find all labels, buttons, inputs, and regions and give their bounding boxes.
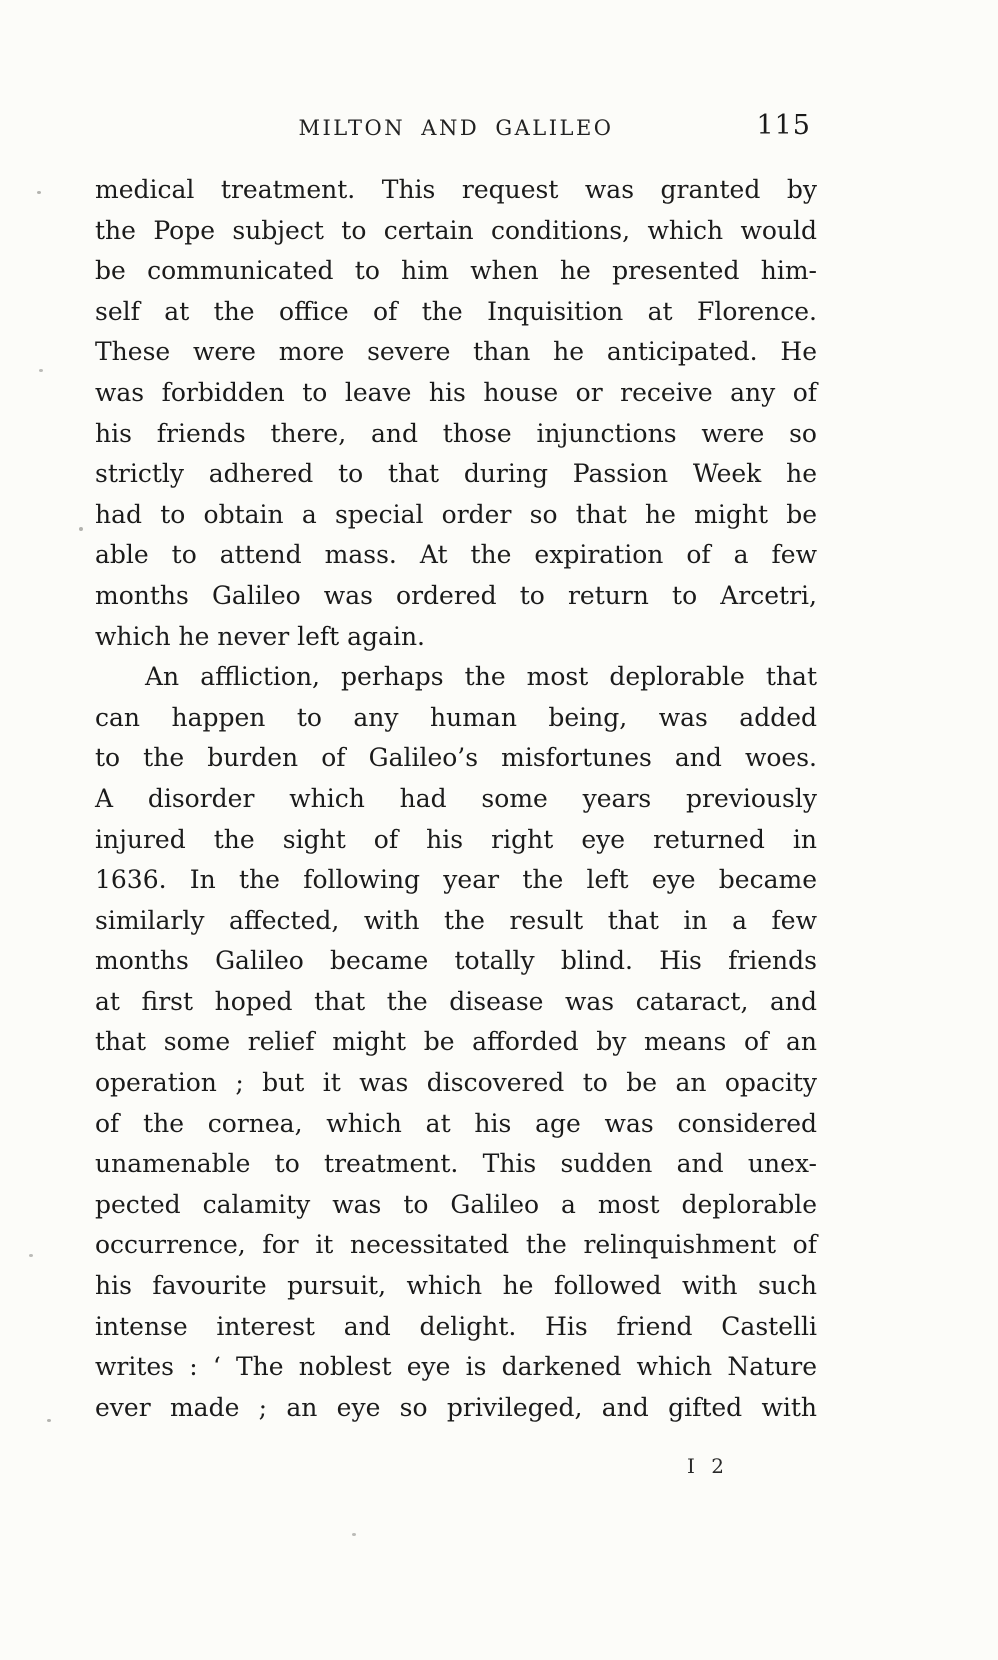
- text-line: months Galileo became totally blind. His friends: [95, 946, 817, 976]
- paragraph: [95, 170, 817, 657]
- scan-speck: [37, 191, 41, 194]
- text-line: similarly affected, with the result that in a few: [95, 905, 817, 935]
- text-line: at first hoped that the disease was cataract, and: [95, 986, 817, 1016]
- text-line: unamenable to treatment. This sudden and unex-: [95, 1149, 817, 1179]
- text-line: strictly adhered to that during Passion Week he: [95, 459, 817, 489]
- text-line: writes : ‘ The noblest eye is darkened which Nature: [95, 1352, 817, 1382]
- page-header: [95, 108, 817, 156]
- text-line: pected calamity was to Galileo a most deplorable: [95, 1189, 817, 1219]
- text-line: occurrence, for it necessitated the relinquishment of: [95, 1230, 817, 1260]
- scan-speck: [79, 527, 83, 531]
- text-line: his favourite pursuit, which he followed with such: [95, 1271, 817, 1301]
- footer-signature-mark: I 2: [687, 1454, 729, 1479]
- text-line: to the burden of Galileo’s misfortunes and woes.: [95, 743, 817, 773]
- text-line: can happen to any human being, was added: [95, 702, 817, 732]
- text-line: operation ; but it was discovered to be an opacity: [95, 1068, 817, 1098]
- text-line: months Galileo was ordered to return to Arcetri,: [95, 580, 817, 610]
- text-line: These were more severe than he anticipated. He: [95, 337, 817, 367]
- running-head-title: MILTON AND GALILEO: [298, 116, 614, 140]
- paragraph: [95, 657, 817, 1428]
- text-line: which he never left again.: [95, 621, 425, 651]
- text-block: [95, 170, 817, 1428]
- scan-speck: [352, 1533, 356, 1536]
- text-line: had to obtain a special order so that he might be: [95, 499, 817, 529]
- text-line: able to attend mass. At the expiration of a few: [95, 540, 817, 570]
- text-line: his friends there, and those injunctions were so: [95, 418, 817, 448]
- text-line: be communicated to him when he presented him-: [95, 256, 817, 286]
- text-line: was forbidden to leave his house or receive any of: [95, 377, 817, 407]
- page-body: [95, 108, 817, 1478]
- text-line: ever made ; an eye so privileged, and gifted with: [95, 1392, 817, 1422]
- text-line: that some relief might be afforded by means of an: [95, 1027, 817, 1057]
- scan-speck: [29, 1254, 33, 1257]
- text-line: A disorder which had some years previously: [95, 783, 817, 813]
- text-line: of the cornea, which at his age was considered: [95, 1108, 817, 1138]
- page-number: 115: [756, 110, 811, 141]
- text-line: intense interest and delight. His friend Castelli: [95, 1311, 817, 1341]
- scan-speck: [47, 1419, 51, 1422]
- text-line: self at the office of the Inquisition at Florence.: [95, 296, 817, 326]
- text-line: medical treatment. This request was granted by: [95, 175, 817, 204]
- text-line: 1636. In the following year the left eye became: [95, 865, 817, 895]
- text-line: the Pope subject to certain conditions, which would: [95, 215, 817, 245]
- text-line: injured the sight of his right eye returned in: [95, 824, 817, 854]
- text-line: An affliction, perhaps the most deplorable that: [145, 662, 817, 692]
- scan-speck: [39, 369, 43, 372]
